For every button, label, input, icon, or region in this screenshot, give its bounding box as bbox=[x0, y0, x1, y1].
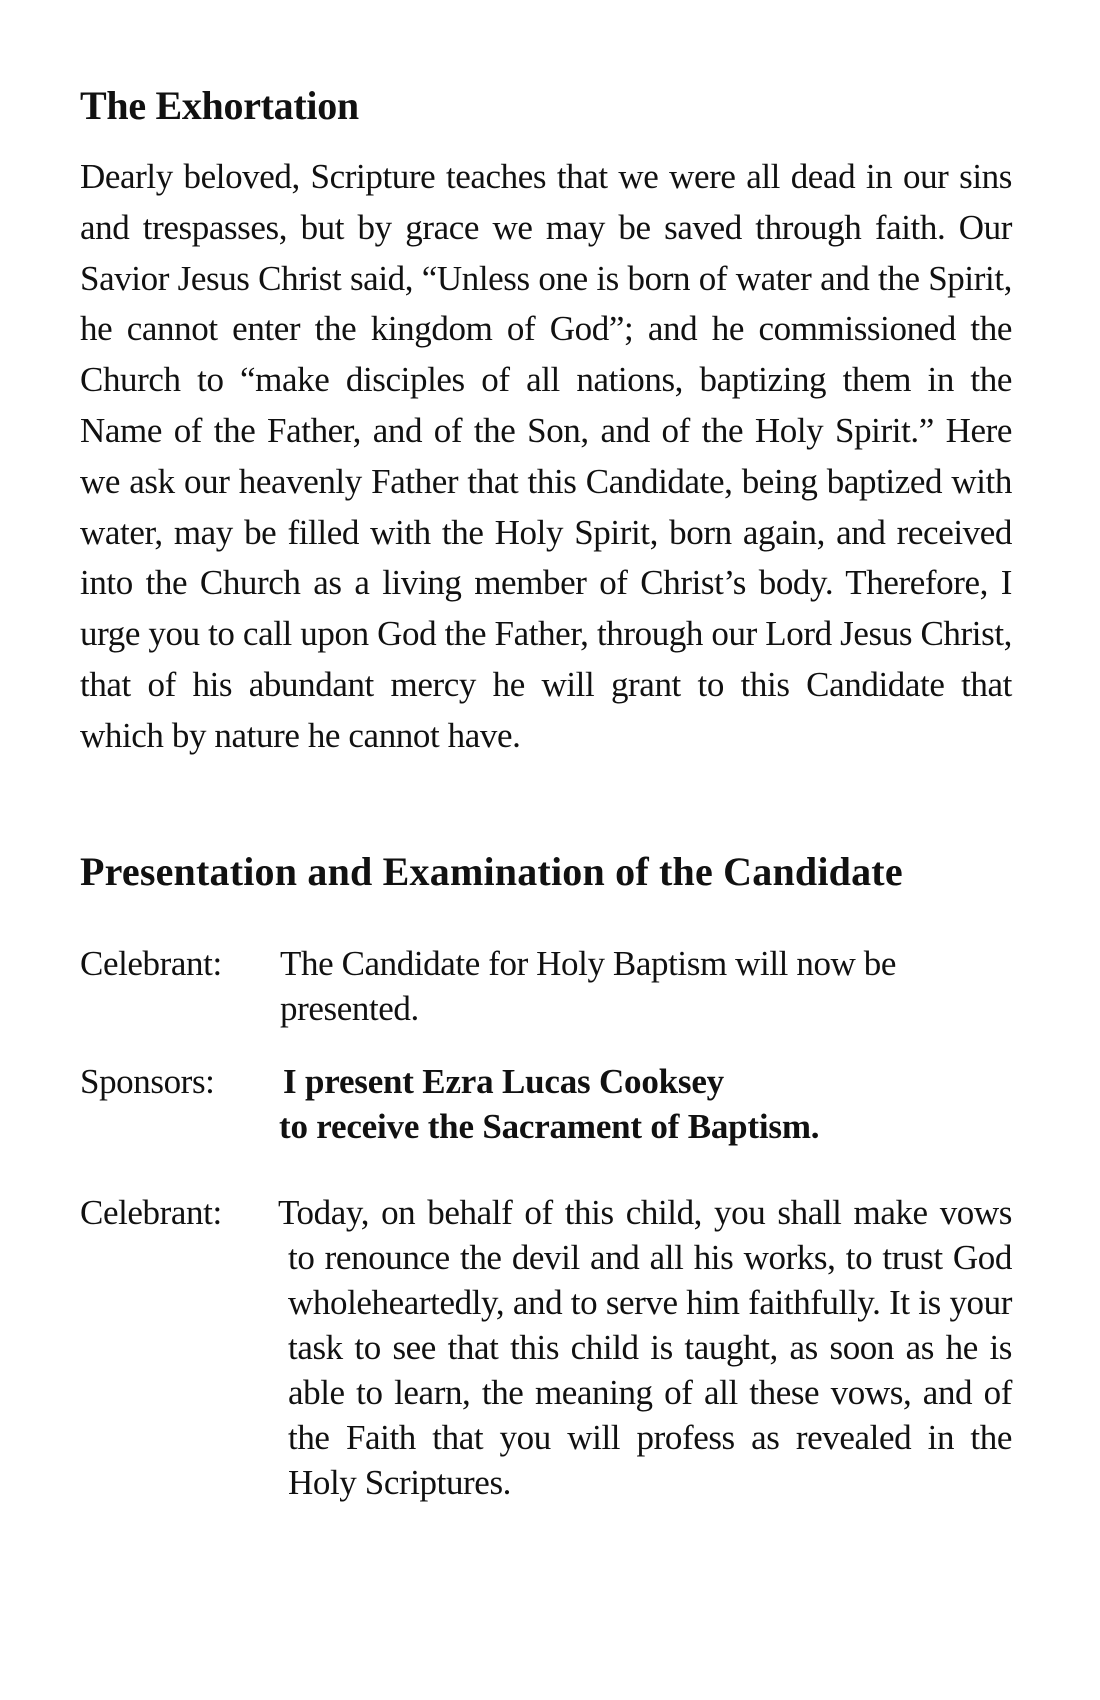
sponsors-response-text bbox=[279, 1059, 1012, 1149]
dialogue-line: presented. bbox=[280, 989, 419, 1028]
dialogue-line: The Candidate for Holy Baptism will now be bbox=[280, 944, 897, 983]
celebrant-presentation-text bbox=[280, 941, 1012, 1031]
exhortation-heading: The Exhortation bbox=[80, 83, 359, 128]
speaker-label-celebrant: Celebrant: bbox=[80, 944, 222, 983]
celebrant-examination-text: Today, on behalf of this child, you shall make vows to renounce the devil and all his works, to trust God wholeheartedly, and to serve him faithfully. It is your task to see that this child is taught, as soon as he is able to learn, the meaning of all these vows, and of the Faith that you will profess as revealed in the Holy Scriptures. bbox=[278, 1193, 1012, 1502]
dialogue-line: I present Ezra Lucas Cooksey bbox=[283, 1062, 724, 1101]
exhortation-paragraph: Dearly beloved, Scripture teaches that we were all dead in our sins and trespasses, but by grace we may be saved through faith. Our Savior Jesus Christ said, “Unless one is born of water and the Spirit, he cannot enter the kingdom of God”; and he commissioned the Church to “make disciples of all nations, baptizing them in the Name of the Father, and of the Son, and of the Holy Spirit.” Here we ask our heavenly Father that this Candidate, being baptized with water, may be filled with the Holy Spirit, born again, and received into the Church as a living member of Christ’s body. Therefore, I urge you to call upon God the Father, through our Lord Jesus Christ, that of his abundant mercy he will grant to this Candidate that which by nature he cannot have. bbox=[80, 157, 1012, 755]
speaker-label-sponsors: Sponsors: bbox=[80, 1062, 215, 1101]
presentation-heading: Presentation and Examination of the Candidate bbox=[80, 849, 903, 894]
dialogue-line: to receive the Sacrament of Baptism. bbox=[279, 1107, 820, 1146]
speaker-label-celebrant: Celebrant: bbox=[80, 1193, 222, 1232]
